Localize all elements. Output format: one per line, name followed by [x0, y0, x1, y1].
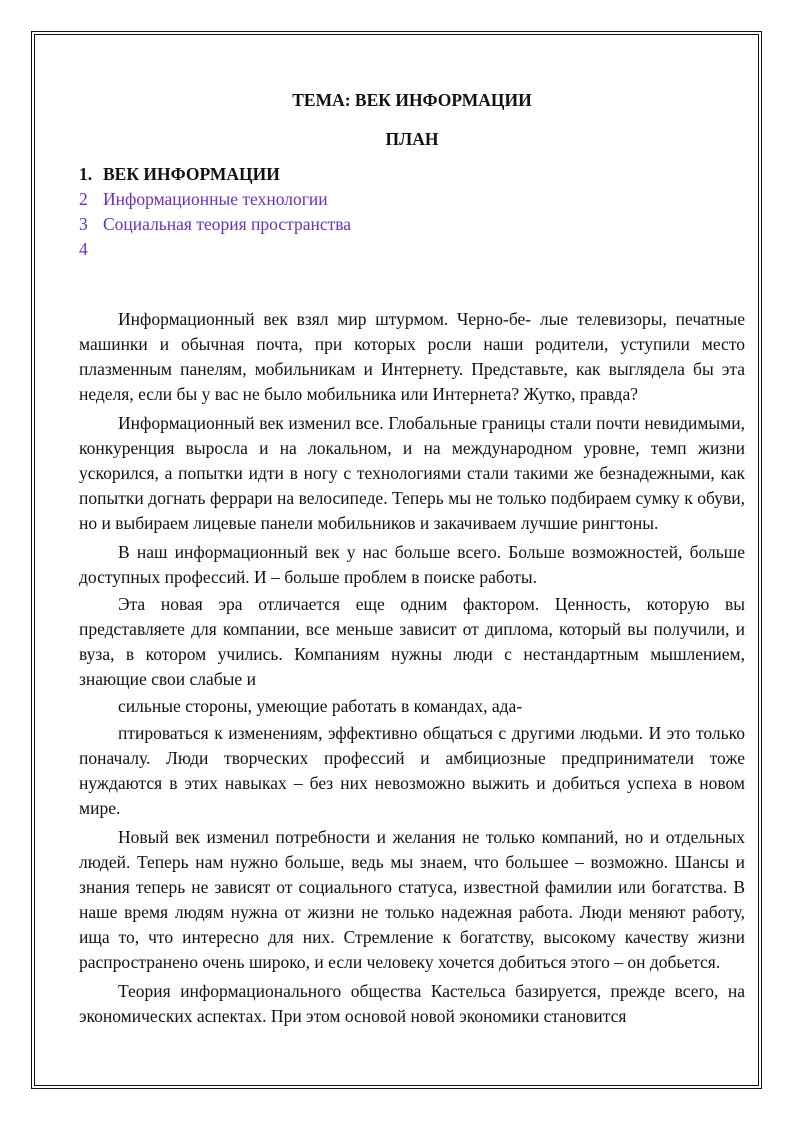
plan-item-number: 3: [79, 214, 88, 234]
plan-item-number: 4: [79, 239, 88, 259]
plan-item-label[interactable]: Социальная теория пространства: [103, 214, 352, 234]
plan-item-2[interactable]: [79, 187, 745, 212]
document-body: [79, 88, 745, 1029]
plan-item-number: 1.: [79, 164, 93, 184]
plan-item-3[interactable]: [79, 212, 745, 237]
paragraph-4: Эта новая эра отличается еще одним фактором. Ценность, которую вы представляете для компании, все меньше зависит от диплома, который вы получили, и вуза, в котором учились. Компаниям нужны люди с нестандартным мышлением, знающие свои слабые и: [79, 594, 745, 689]
paragraph-1: Информационный век взял мир штурмом. Черно-бе- лые телевизоры, печатные машинки и обычная почта, при которых росли наши родители, уступили место плазменным панелям, мобильникам и Интернету. Представьте, как выглядела бы эта неделя, если бы у вас не было мобильника или Интернета? Жутко, правда?: [79, 309, 745, 404]
plan-item-1: [79, 162, 745, 187]
paragraph-3: В наш информационный век у нас больше всего. Больше возможностей, больше доступных профессий. И – больше проблем в поиске работы.: [79, 542, 745, 587]
plan-item-number: 2: [79, 189, 88, 209]
paragraph-2: Информационный век изменил все. Глобальные границы стали почти невидимыми, конкуренция выросла и на локальном, и на международном уровне, темп жизни ускорился, а попытки идти в ногу с технологиями стали такими же безнадежными, как попытки догнать феррари на велосипеде. Теперь мы не только подбираем сумку к обуви, но и выбираем лицевые панели мобильников и закачиваем лучшие рингтоны.: [79, 413, 745, 533]
paragraph-6: птироваться к изменениям, эффективно общаться с другими людьми. И это только поначалу. Люди творческих профессий и амбициозные предприниматели тоже нуждаются в этих навыках – без них невозможно выжить и добиться успеха в новом мире.: [79, 723, 745, 818]
plan-list: [79, 162, 745, 262]
plan-heading: ПЛАН: [385, 129, 439, 149]
paragraph-5: сильные стороны, умеющие работать в командах, ада-: [118, 696, 523, 716]
page-border: [31, 31, 762, 1089]
plan-item-label[interactable]: Информационные технологии: [103, 189, 328, 209]
paragraph-8: Теория информационального общества Кастельса базируется, прежде всего, на экономических аспектах. При этом основой новой экономики становится: [79, 981, 745, 1026]
plan-item-4[interactable]: [79, 237, 745, 262]
document-title: ТЕМА: ВЕК ИНФОРМАЦИИ: [292, 90, 532, 110]
paragraph-7: Новый век изменил потребности и желания не только компаний, но и отдельных людей. Теперь нам нужно больше, ведь мы знаем, что большее – возможно. Шансы и знания теперь не зависят от социального статуса, известной фамилии или богатства. В наше время людям нужна от жизни не только надежная работа. Люди меняют работу, ища то, что интересно для них. Стремление к богатству, высокому качеству жизни распространено очень широко, и если человеку хочется добиться этого – он добьется.: [79, 827, 745, 972]
plan-item-label: ВЕК ИНФОРМАЦИИ: [103, 164, 280, 184]
